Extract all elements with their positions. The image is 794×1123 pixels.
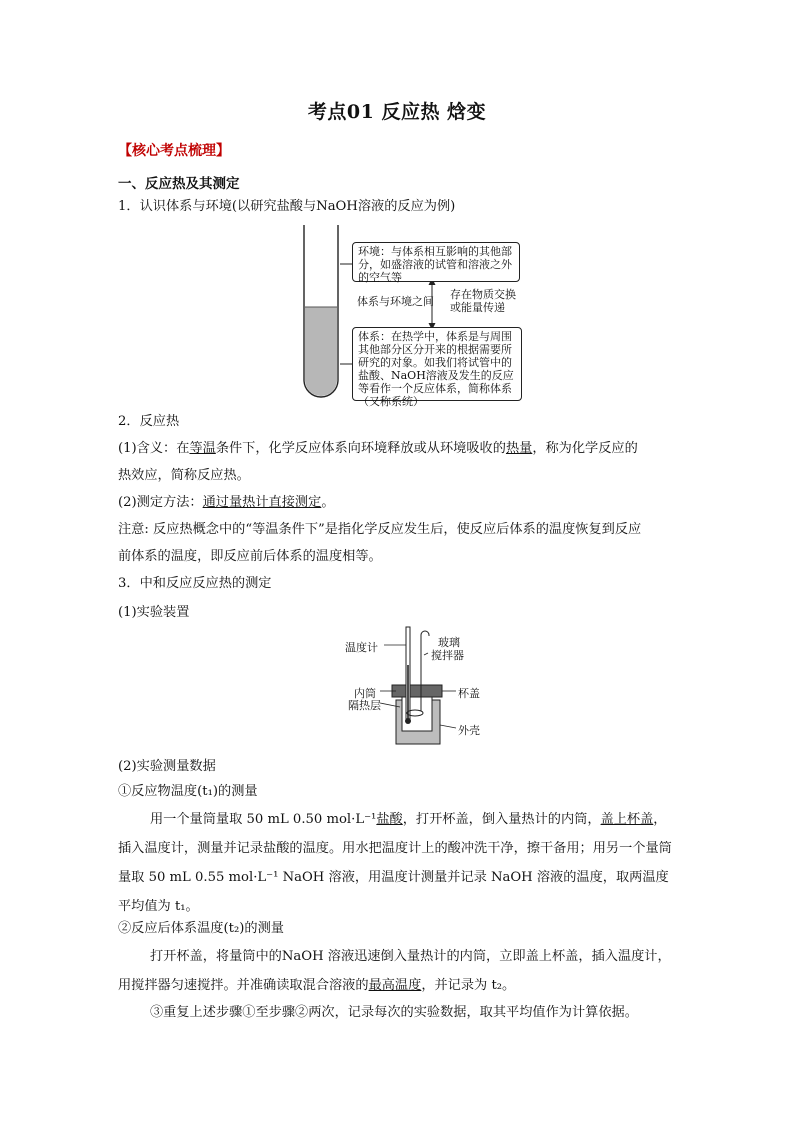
calorimeter-figure [340, 625, 490, 750]
item-1-heading: 1．认识体系与环境(以研究盐酸与NaOH溶液的反应为例) [118, 199, 456, 214]
note-line-1: 注意: 反应热概念中的“等温条件下”是指化学反应发生后，使反应后体系的温度恢复到反应 [118, 522, 642, 537]
insulation-label: 隔热层 [348, 699, 381, 712]
step-2-title: ②反应后体系温度(t₂)的测量 [118, 921, 284, 936]
section-header: 【核心考点梳理】 [118, 143, 230, 159]
step1-underline-hcl: 盐酸 [376, 812, 403, 827]
item-2-heading: 2．反应热 [118, 414, 180, 429]
page-title: 考点01 反应热 焓变 [307, 101, 487, 123]
method-line [118, 493, 335, 513]
data-label: (2)实验测量数据 [118, 759, 216, 774]
step-2-paragraph [118, 942, 678, 1000]
system-environment-figure [300, 222, 525, 408]
definition-line-2: 热效应，简称反应热。 [118, 468, 250, 483]
step2-part-c: ，并记录为 t₂。 [421, 978, 516, 993]
method-part-c: 。 [321, 495, 335, 510]
step1-underline-lid: 盖上杯盖 [600, 812, 654, 827]
method-part-a: (2)测定方法： [118, 495, 203, 510]
note-line-2: 前体系的温度，即反应前后体系的温度相等。 [118, 549, 382, 564]
step-3: ③重复上述步骤①至步骤②两次，记录每次的实验数据，取其平均值作为计算依据。 [150, 1005, 638, 1020]
system-box: 体系：在热学中，体系是与周围其他部分区分开来的根据需要所研究的对象。如我们将试管中的盐酸、NaOH溶液及发生的反应等看作一个反应体系，简称体系（又称系统） [352, 327, 522, 401]
def-part-e: ，称为化学反应的 [532, 441, 638, 456]
item-3-heading: 3．中和反应反应热的测定 [118, 576, 272, 591]
step1-part-a: 用一个量筒量取 50 mL 0.50 mol·L⁻¹ [150, 812, 377, 827]
thermometer-label: 温度计 [345, 641, 378, 654]
step2-underline-max-temp: 最高温度 [368, 978, 422, 993]
lid-label: 杯盖 [458, 687, 480, 700]
step-1-paragraph [118, 805, 678, 921]
inner-cup-label: 内筒 [354, 687, 376, 700]
step1-part-c: ，打开杯盖，倒入量热计的内筒， [402, 812, 601, 827]
environment-box: 环境：与体系相互影响的其他部分，如盛溶液的试管和溶液之外的空气等 [352, 242, 520, 282]
step1-part-e: ，插入温度计，测量并记录盐酸的温度。用水把温度计上的酸冲洗干净，擦干备用；用另一个量筒量取 50 mL 0.55 mol·L⁻¹ NaOH 溶液，用温度计测量并记录 NaOH 溶液的温度，取两温度平均值为 t₁。 [118, 812, 672, 914]
step-1-title: ①反应物温度(t₁)的测量 [118, 784, 258, 799]
def-underline-isothermal: 等温 [189, 441, 216, 456]
def-part-a: (1)含义：在 [118, 441, 190, 456]
step2-part-a: 打开杯盖，将量筒中的NaOH 溶液迅速倒入量热计的内筒，立即盖上杯盖，插入温度计，用搅拌器匀速搅拌。并准确读取混合溶液的 [118, 949, 671, 993]
stirrer-label-line-1: 玻璃 [438, 636, 460, 649]
shell-label: 外壳 [458, 724, 480, 737]
heading-reaction-heat: 一、反应热及其测定 [118, 176, 240, 192]
exchange-label: 存在物质交换或能量传递 [448, 287, 526, 317]
between-label: 体系与环境之间 [357, 295, 434, 308]
definition-line-1 [118, 439, 638, 459]
def-part-c: 条件下，化学反应体系向环境释放或从环境吸收的 [215, 441, 506, 456]
stirrer-label-line-2: 搅拌器 [431, 649, 464, 662]
def-underline-heat: 热量 [505, 441, 533, 456]
apparatus-label: (1)实验装置 [118, 605, 190, 620]
method-underline: 通过量热计直接测定 [202, 495, 322, 510]
